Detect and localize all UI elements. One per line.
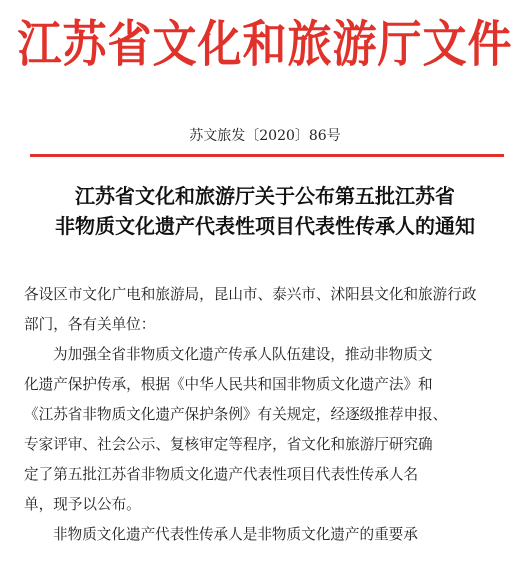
masthead-title: 江苏省文化和旅游厅文件 [17,16,513,74]
paragraph-line: 单，现予以公布。 [24,496,141,513]
addressee-line: 各设区市文化广电和旅游局，昆山市、泰兴市、沭阳县文化和旅游行政 [24,286,477,303]
document-number: 苏文旅发〔2020〕86号 [189,128,341,144]
paragraph-line: 专家评审、社会公示、复核审定等程序，省文化和旅游厅研究确 [24,436,433,453]
notice-body [24,280,508,550]
paragraph-line: 化遗产保护传承，根据《中华人民共和国非物质文化遗产法》和 [24,376,433,393]
notice-title-line: 江苏省文化和旅游厅关于公布第五批江苏省 [75,184,455,208]
paragraph-line: 为加强全省非物质文化遗产传承人队伍建设，推动非物质文 [53,346,433,363]
addressee-line: 部门，各有关单位： [24,316,156,333]
paragraph-line: 《江苏省非物质文化遗产保护条例》有关规定，经逐级推荐申报、 [24,406,448,423]
notice-title-line: 非物质文化遗产代表性项目代表性传承人的通知 [55,214,475,238]
red-divider-rule [30,154,504,157]
paragraph-line: 定了第五批江苏省非物质文化遗产代表性项目代表性传承人名 [24,466,419,483]
notice-title [20,181,510,241]
paragraph-line: 非物质文化遗产代表性传承人是非物质文化遗产的重要承 [53,526,418,543]
